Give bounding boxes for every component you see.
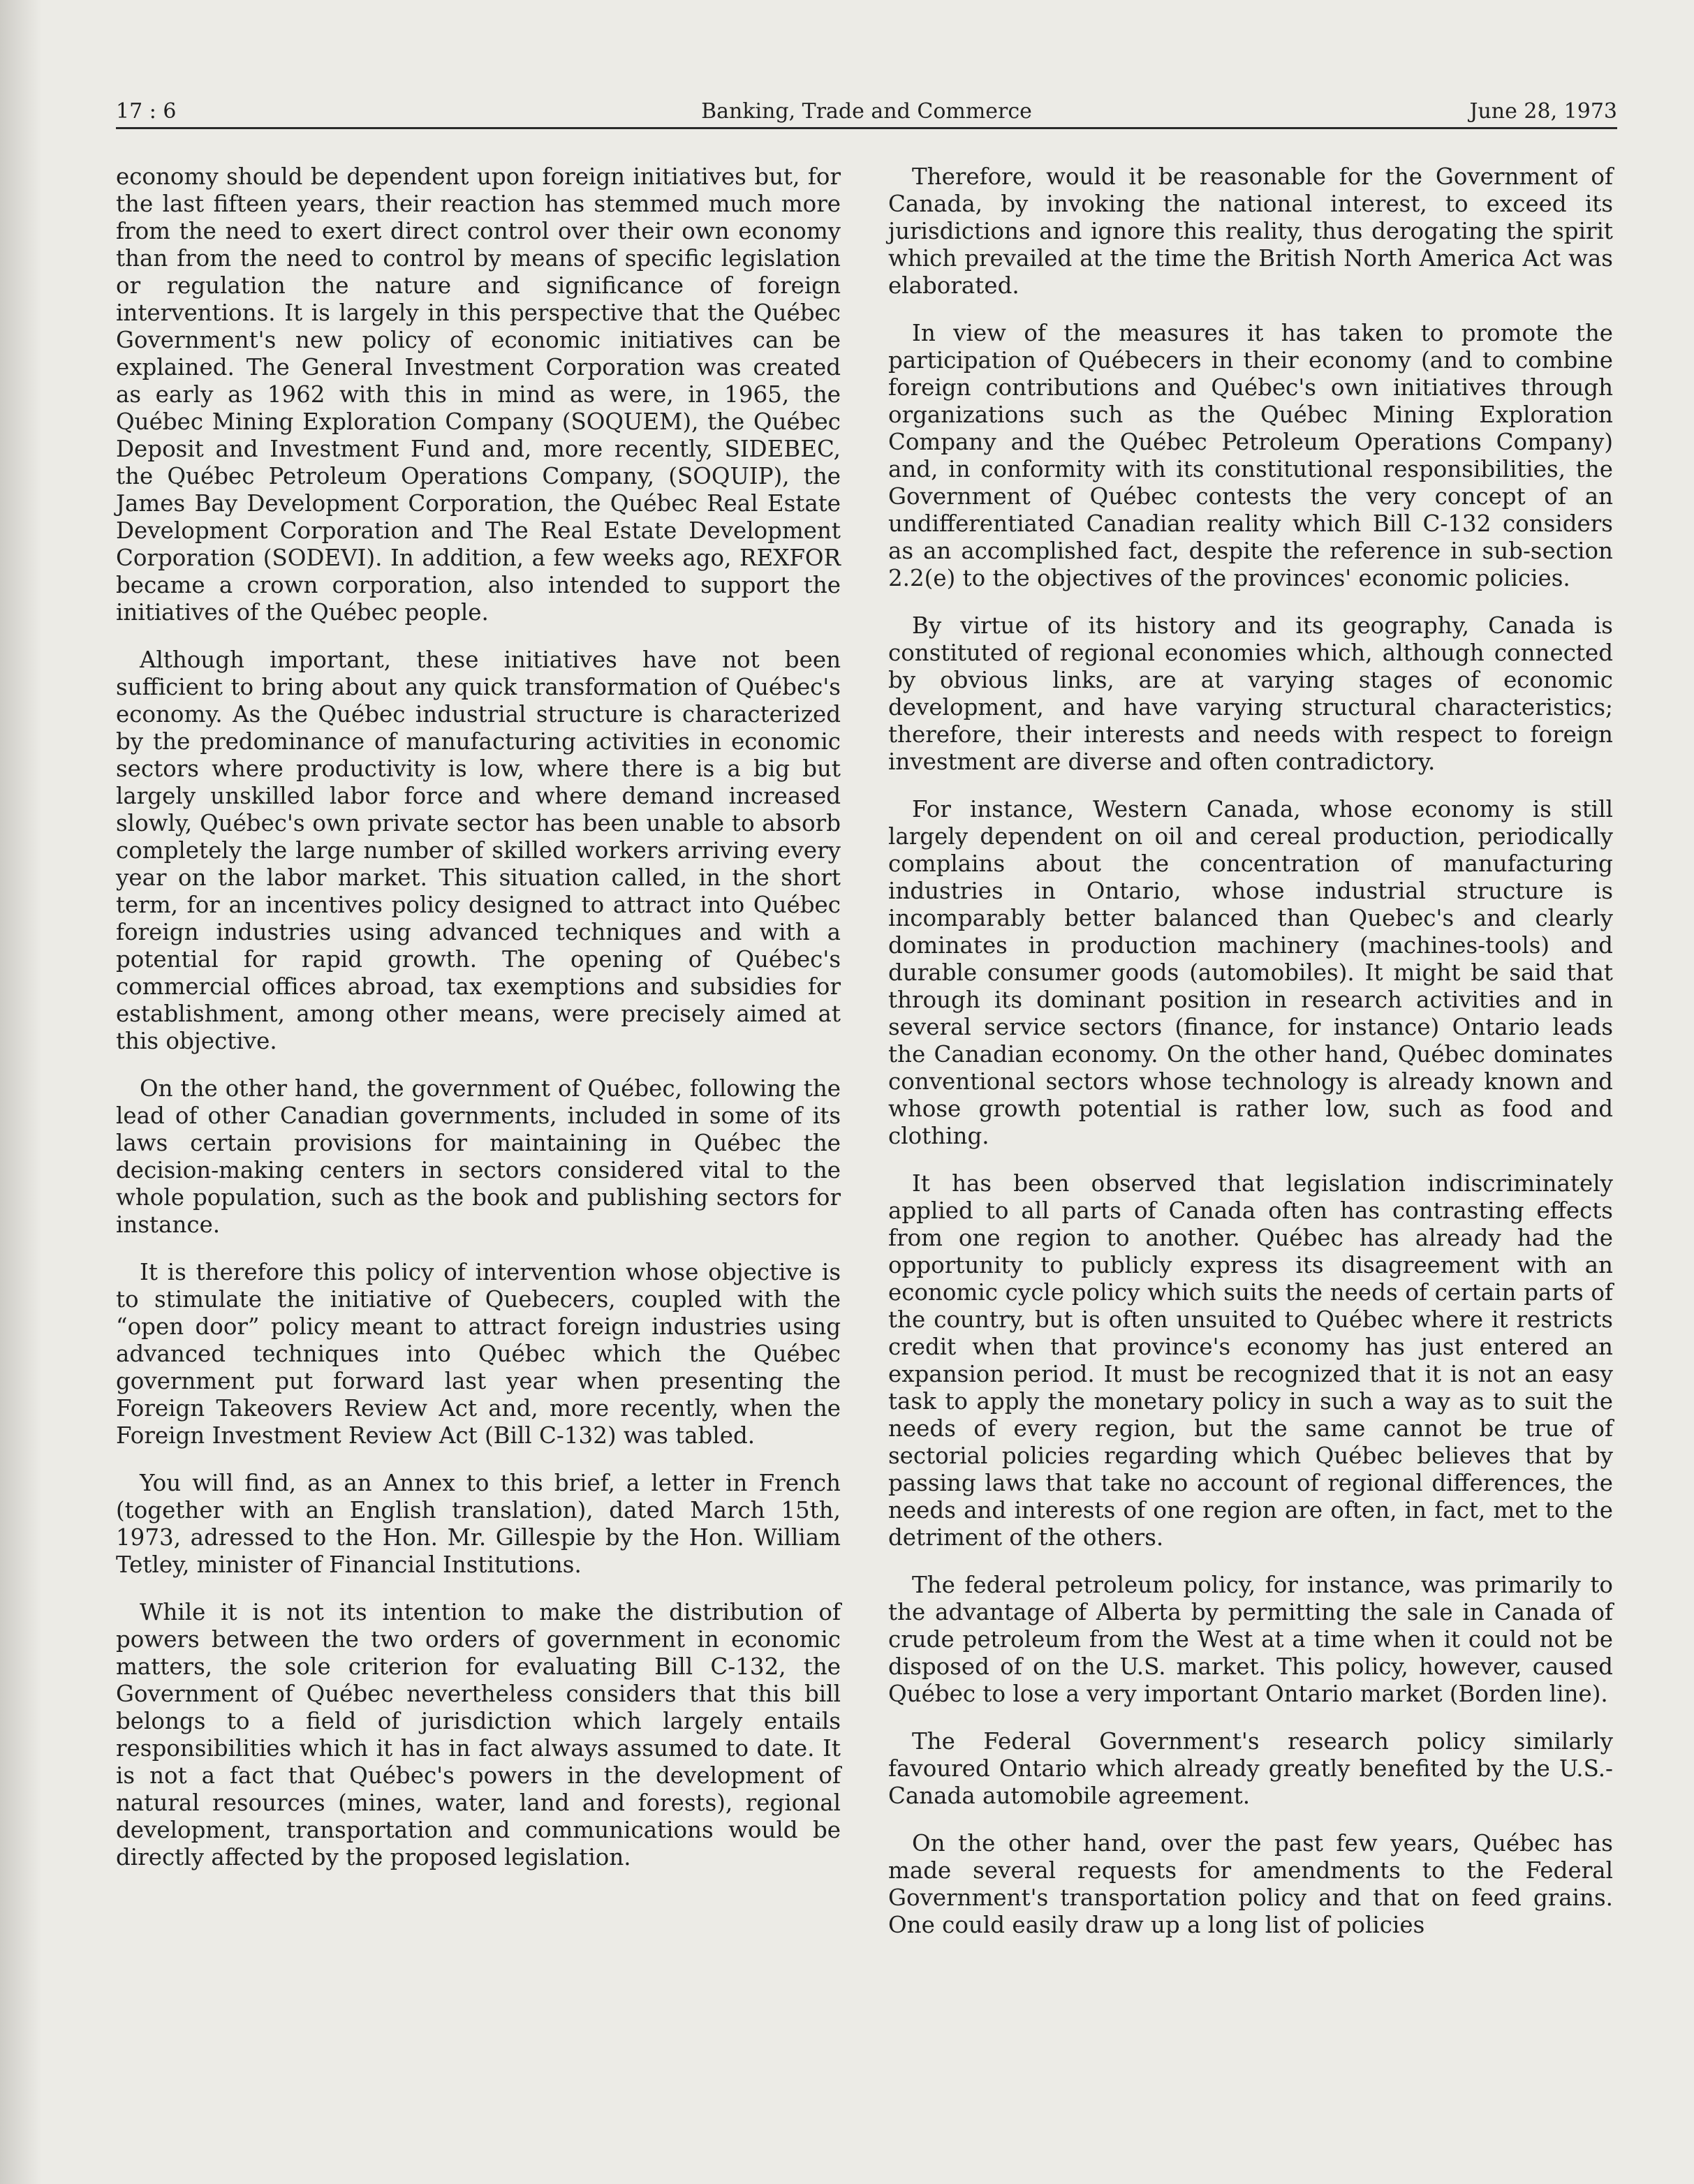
paragraph: While it is not its intention to make the distribution of powers between the two orders of government in economic matters, the sole criterion for evaluating Bill C-132, the Government of Québec nevertheless considers that this bill belongs to a field of jurisdiction which largely entails responsibilities which it has in fact always assumed to date. It is not a fact that Québec's powers in the development of natural resources (mines, water, land and forests), regional development, transportation and communications would be directly affected by the proposed legislation. — [116, 1599, 841, 1871]
paragraph: Although important, these initiatives have not been sufficient to bring about any quick transformation of Québec's economy. As the Québec industrial structure is characterized by the predominance of manufacturing activities in economic sectors where productivity is low, where there is a big but largely unskilled labor force and where demand increased slowly, Québec's own private sector has been unable to absorb completely the large number of skilled workers arriving every year on the labor market. This situation called, in the short term, for an incentives policy designed to attract into Québec foreign industries using advanced techniques and with a potential for rapid growth. The opening of Québec's commercial offices abroad, tax exemptions and subsidies for establishment, among other means, were precisely aimed at this objective. — [116, 647, 841, 1054]
left-column — [116, 163, 841, 1891]
paragraph: The Federal Government's research policy similarly favoured Ontario which already greatly benefited by the U.S.-Canada automobile agreement. — [888, 1728, 1613, 1809]
paragraph: You will find, as an Annex to this brief, a letter in French (together with an English translation), dated March 15th, 1973, adressed to the Hon. Mr. Gillespie by the Hon. William Tetley, minister of Financial Institutions. — [116, 1470, 841, 1578]
right-column — [888, 163, 1613, 1959]
page-number: 17 : 6 — [116, 99, 177, 124]
paragraph: For instance, Western Canada, whose economy is still largely dependent on oil and cereal production, periodically complains about the concentration of manufacturing industries in Ontario, whose industrial structure is incomparably better balanced than Quebec's and clearly dominates in production machinery (machines-tools) and durable consumer goods (automobiles). It might be said that through its dominant position in research activities and in several service sectors (finance, for instance) Ontario leads the Canadian economy. On the other hand, Québec dominates conventional sectors whose technology is already known and whose growth potential is rather low, such as food and clothing. — [888, 796, 1613, 1149]
paragraph: It has been observed that legislation indiscriminately applied to all parts of Canada often has contrasting effects from one region to another. Québec has already had the opportunity to publicly express its disagreement with an economic cycle policy which suits the needs of certain parts of the country, but is often unsuited to Québec where it restricts credit when that province's economy has just entered an expansion period. It must be recognized that it is not an easy task to apply the monetary policy in such a way as to suit the needs of every region, but the same cannot be true of sectorial policies regarding which Québec believes that by passing laws that take no account of regional differences, the needs and interests of one region are often, in fact, met to the detriment of the others. — [888, 1170, 1613, 1551]
paragraph: In view of the measures it has taken to promote the participation of Québecers in their economy (and to combine foreign contributions and Québec's own initiatives through organizations such as the Québec Mining Exploration Company and the Québec Petroleum Operations Company) and, in conformity with its constitutional responsibilities, the Government of Québec contests the very concept of an undifferentiated Canadian reality which Bill C-132 considers as an accomplished fact, despite the reference in sub-section 2.2(e) to the objectives of the provinces' economic policies. — [888, 320, 1613, 591]
paragraph: On the other hand, the government of Québec, following the lead of other Canadian governments, included in some of its laws certain provisions for maintaining in Québec the decision-making centers in sectors considered vital to the whole population, such as the book and publishing sectors for instance. — [116, 1075, 841, 1238]
paragraph: By virtue of its history and its geography, Canada is constituted of regional economies which, although connected by obvious links, are at varying stages of economic development, and have varying structural characteristics; therefore, their interests and needs with respect to foreign investment are diverse and often contradictory. — [888, 612, 1613, 775]
page-spine-shadow — [0, 0, 42, 2184]
paragraph: economy should be dependent upon foreign initiatives but, for the last fifteen years, their reaction has stemmed much more from the need to exert direct control over their own economy than from the need to control by means of specific legislation or regulation the nature and significance of foreign interventions. It is largely in this perspective that the Québec Government's new policy of economic initiatives can be explained. The General Investment Corporation was created as early as 1962 with this in mind as were, in 1965, the Québec Mining Exploration Company (SOQUEM), the Québec Deposit and Investment Fund and, more recently, SIDEBEC, the Québec Petroleum Operations Company, (SOQUIP), the James Bay Development Corporation, the Québec Real Estate Development Corporation and The Real Estate Development Corporation (SODEVI). In addition, a few weeks ago, REXFOR became a crown corporation, also intended to support the initiatives of the Québec people. — [116, 163, 841, 626]
paragraph: On the other hand, over the past few years, Québec has made several requests for amendments to the Federal Government's transportation policy and that on feed grains. One could easily draw up a long list of policies — [888, 1830, 1613, 1938]
paragraph: The federal petroleum policy, for instance, was primarily to the advantage of Alberta by permitting the sale in Canada of crude petroleum from the West at a time when it could not be disposed of on the U.S. market. This policy, however, caused Québec to lose a very important Ontario market (Borden line). — [888, 1572, 1613, 1707]
header-date: June 28, 1973 — [1469, 99, 1617, 124]
paragraph: It is therefore this policy of intervention whose objective is to stimulate the initiative of Quebecers, coupled with the “open door” policy meant to attract foreign industries using advanced techniques into Québec which the Québec government put forward last year when presenting the Foreign Takeovers Review Act and, more recently, when the Foreign Investment Review Act (Bill C-132) was tabled. — [116, 1259, 841, 1449]
paragraph: Therefore, would it be reasonable for the Government of Canada, by invoking the national interest, to exceed its jurisdictions and ignore this reality, thus derogating the spirit which prevailed at the time the British North America Act was elaborated. — [888, 163, 1613, 299]
running-title: Banking, Trade and Commerce — [701, 99, 1032, 124]
page-header — [116, 98, 1617, 129]
